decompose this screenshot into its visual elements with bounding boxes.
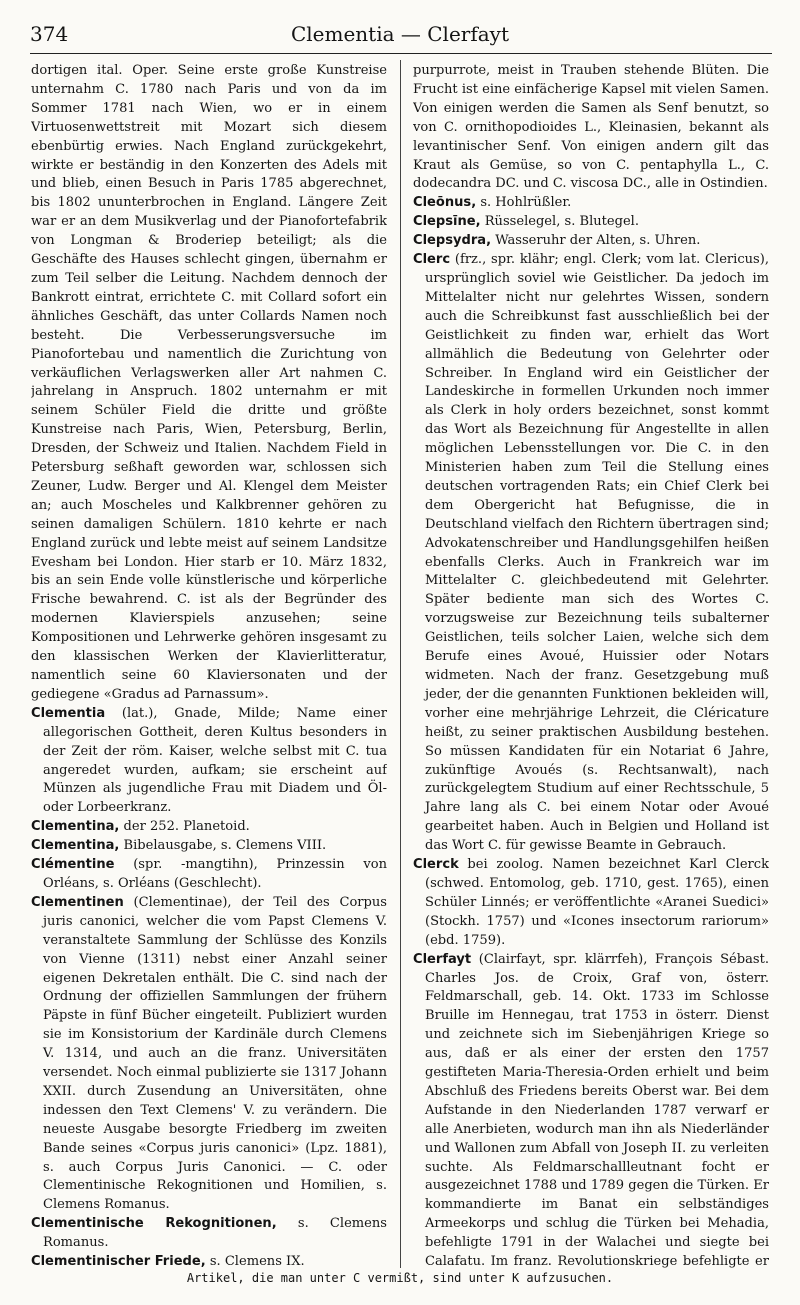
column-divider — [400, 60, 401, 1268]
entry-text: (spr. -mangtihn), Prinzessin von Orléans, s. Orléans (Geschlecht). — [43, 857, 387, 891]
entry-clementi-continued: dortigen ital. Oper. Seine erste große Kunstreise unternahm C. 1780 nach Paris und von da im Sommer 1781 nach Wien, wo er in einem Virtuosenwettstreit mit Mozart sich diesem ebenbürtig erwies. Nach England zurückgekehrt, wirkte er beständig in den Konzerten des Adels mit und blieb, einen Besuch in Paris 1785 abgerechnet, bis 1802 ununterbrochen in England. Längere Zeit war er an dem Musikverlag und der Pianofortefabrik von Longman & Broderiep beteiligt; als die Geschäfte des Hauses schlecht gingen, übernahm er zum Teil selber die Leitung. Nachdem dennoch der Bankrott eintrat, errichtete C. mit Collard sofort ein ähnliches Geschäft, das unter Collards Namen noch besteht. Die Verbesserungsversuche im Pianofortebau und namentlich die Zurichtung von verkäuflichen Verlagswerken aller Art nahmen C. jahrelang in Anspruch. 1802 unternahm er mit seinem Schüler Field die dritte und größte Kunstreise nach Paris, Wien, Petersburg, Berlin, Dresden, der Schweiz und Italien. Nachdem Field in Petersburg seßhaft geworden war, schlossen sich Zeuner, Ludw. Berger und Al. Klengel dem Meister an; auch Moscheles und Kalkbrenner gehören zu seinen damaligen Schülern. 1810 kehrte er nach England zurück und lebte meist auf seinem Landsitze Evesham bei London. Hier starb er 10. März 1832, bis an sein Ende volle künstlerische und körperliche Frische bewahrend. C. ist als der Begründer des modernen Klavierspiels anzusehen; seine Kompositionen und Lehrwerke gehören insgesamt zu den klassischen Werken der Klavierlitteratur, namentlich seine 60 Klaviersonaten und der gediegene «Gradus ad Parnassum». — [31, 63, 387, 702]
entry-text: (lat.), Gnade, Milde; Name einer allegorischen Gottheit, deren Kultus besonders in der Zeit der röm. Kaiser, welche selbst mit C. tua angeredet wurden, aufkam; sie erscheint auf Münzen als jugendliche Frau mit Diadem und Öl- oder Lorbeerkranz. — [43, 705, 387, 816]
entry-text: Wasseruhr der Alten, s. Uhren. — [491, 233, 701, 249]
entry-text: (frz., spr. klähr; engl. Clerk; vom lat. Clericus), ursprünglich soviel wie Geistlicher. Da jedoch im Mittelalter nicht nur gelehrtes Wissen, sondern auch die Schreibkunst fast ausschließlich bei der Geistlichkeit zu finden war, erhielt das Wort allmählich die Bedeutung von Gelehrter oder Schreiber. In England wird ein Geistlicher der Landeskirche in formellen Urkunden noch immer als Clerk in holy orders bezeichnet, sonst kommt das Wort als Bezeichnung für Angestellte in allen möglichen Lebensstellungen vor. Die C. in den Ministerien haben zum Teil die Stellung eines deutschen vortragenden Rats; ein Chief Clerk bei dem Obergericht hat Befugnisse, die in Deutschland vielfach den Richtern übertragen sind; Advokatenschreiber und Handlungsgehilfen heißen ebenfalls Clerks. Auch in Frankreich war im Mittelalter C. gleichbedeutend mit Gelehrter. Später bediente man sich des Wortes C. vorzugsweise zur Bezeichnung teils subalterner Geistlichen, teils solcher Laien, welche sich dem Berufe eines Avoué, Huissier oder Notars widmeten. Nach der franz. Gesetzgebung muß jeder, der die genannten Funktionen bekleiden will, vorher eine mehrjährige Lehrzeit, die Cléricature heißt, zu seiner praktischen Ausbildung bestehen. So müssen Kandidaten für ein Notariat 6 Jahre, zukünftige Avoués (s. Rechtsanwalt), nach zurückgelegtem Studium auf einer Rechtsschule, 5 Jahre lang als C. bei einem Notar oder Avoué gearbeitet haben. Auch in Belgien und Holland ist das Wort C. für gewisse Beamte in Gebrauch. — [425, 252, 769, 854]
entry-clerc — [413, 251, 769, 856]
entry-cleonus — [413, 194, 769, 213]
headword: Clerck — [413, 857, 459, 873]
entry-text: bei zoolog. Namen bezeichnet Karl Clerck (schwed. Entomolog, geb. 1710, gest. 1765), einen Schüler Linnés; er veröffentlichte «Aranei Suedici» (Stockh. 1757) und «Icones insectorum rariorum» (ebd. 1759). — [425, 857, 769, 948]
entry-clementina-planet — [31, 818, 387, 837]
entry-text: s. Clemens Romanus. — [43, 1216, 387, 1251]
headword: Cleōnus, — [413, 195, 477, 211]
headword: Clepsydra, — [413, 233, 492, 249]
headword: Clementinische Rekognitionen, — [31, 1216, 277, 1232]
entry-text: Bibelausgabe, s. Clemens VIII. — [119, 838, 327, 854]
left-column — [31, 62, 387, 1268]
entry-text: (Clementinae), der Teil des Corpus juris canonici, welcher die vom Papst Clemens V. veranstaltete Sammlung der Schlüsse des Konzils von Vienne (1311) nebst einer Anzahl seiner eigenen Dekretalen enthält. Die C. sind nach der Ordnung der offiziellen Sammlungen der frühern Päpste in fünf Bücher eingeteilt. Publiziert wurden sie im Konsistorium der Kardinäle durch Clemens V. 1314, und auch an die franz. Universitäten versendet. Noch einmal publizierte sie 1317 Johann XXII. durch Zusendung an Universitäten, ohne indessen den Text Clemens' V. zu verändern. Die neueste Ausgabe besorgte Friedberg im zweiten Bande seines «Corpus juris canonici» (Lpz. 1881), s. auch Corpus Juris Canonici. — C. oder Clementinische Rekognitionen und Homilien, s. Clemens Romanus. — [43, 894, 387, 1213]
headword: Clementinen — [31, 894, 124, 910]
entry-clementine — [31, 856, 387, 894]
footer-note: Artikel, die man unter C vermißt, sind unter K aufzusuchen. — [186, 1271, 614, 1285]
entry-clepsydra — [413, 232, 769, 251]
headword: Clementinischer Friede, — [31, 1254, 206, 1268]
headword: Clementia — [31, 705, 106, 721]
entry-text: Rüsselegel, s. Blutegel. — [480, 214, 640, 230]
headword: Clepsīne, — [413, 214, 481, 230]
entry-text: s. Hohlrüßler. — [476, 195, 572, 211]
header-rule — [30, 53, 772, 54]
entry-rekognitionen — [31, 1215, 387, 1253]
headword: Clerc — [413, 252, 451, 268]
headword: Clémentine — [31, 857, 115, 873]
entry-clementina-bible — [31, 837, 387, 856]
right-column — [413, 62, 769, 1268]
entry-clerck — [413, 856, 769, 951]
entry-clerfayt — [413, 951, 769, 1268]
entry-friede — [31, 1253, 387, 1268]
headword: Clerfayt — [413, 951, 472, 967]
entry-cleome-continued: purpurrote, meist in Trauben stehende Blüten. Die Frucht ist eine einfächerige Kapsel mit vielen Samen. Von einigen werden die Samen als Senf benutzt, so von C. ornithopodioides L., Kleinasien, bekannt als levantinischer Senf. Von einigen andern gilt das Kraut als Gemüse, so von C. pentaphylla L., C. dodecandra DC. und C. viscosa DC., alle in Ostindien. — [413, 63, 769, 192]
entry-clementinen — [31, 894, 387, 1215]
headword: Clementina, — [31, 819, 120, 835]
entry-text: (Clairfayt, spr. klärrfeh), François Sébast. Charles Jos. de Croix, Graf von, österr. Feldmarschall, geb. 14. Okt. 1733 im Schlosse Bruille im Hennegau, trat 1753 in österr. Dienst und zeichnete sich im Siebenjährigen Kriege so aus, daß er als einer der ersten den 1757 gestifteten Maria-Theresia-Orden erhielt und beim Abschluß des Friedens bereits Oberst war. Bei dem Aufstande in den Niederlanden 1787 verwarf er alle Anerbieten, wodurch man ihn als Niederländer und Wallonen zum Abfall von Joseph II. zu verleiten suchte. Als Feldmarschallleutnant focht er ausgezeichnet 1788 und 1789 gegen die Türken. Er kommandierte im Banat ein selbständiges Armeekorps und schlug die Türken bei Mehadia, befehligte 1791 in der Walachei und siegte bei Calafatu. Im franz. Revolutionskriege befehligte er — [425, 951, 769, 1268]
running-head: Clementia — Clerfayt — [290, 22, 510, 46]
entry-text: s. Clemens IX. — [205, 1254, 305, 1268]
entry-clepsine — [413, 213, 769, 232]
entry-clementia — [31, 705, 387, 818]
page-number: 374 — [30, 22, 69, 46]
entry-text: der 252. Planetoid. — [119, 819, 250, 835]
headword: Clementina, — [31, 838, 120, 854]
page-header — [30, 8, 770, 52]
